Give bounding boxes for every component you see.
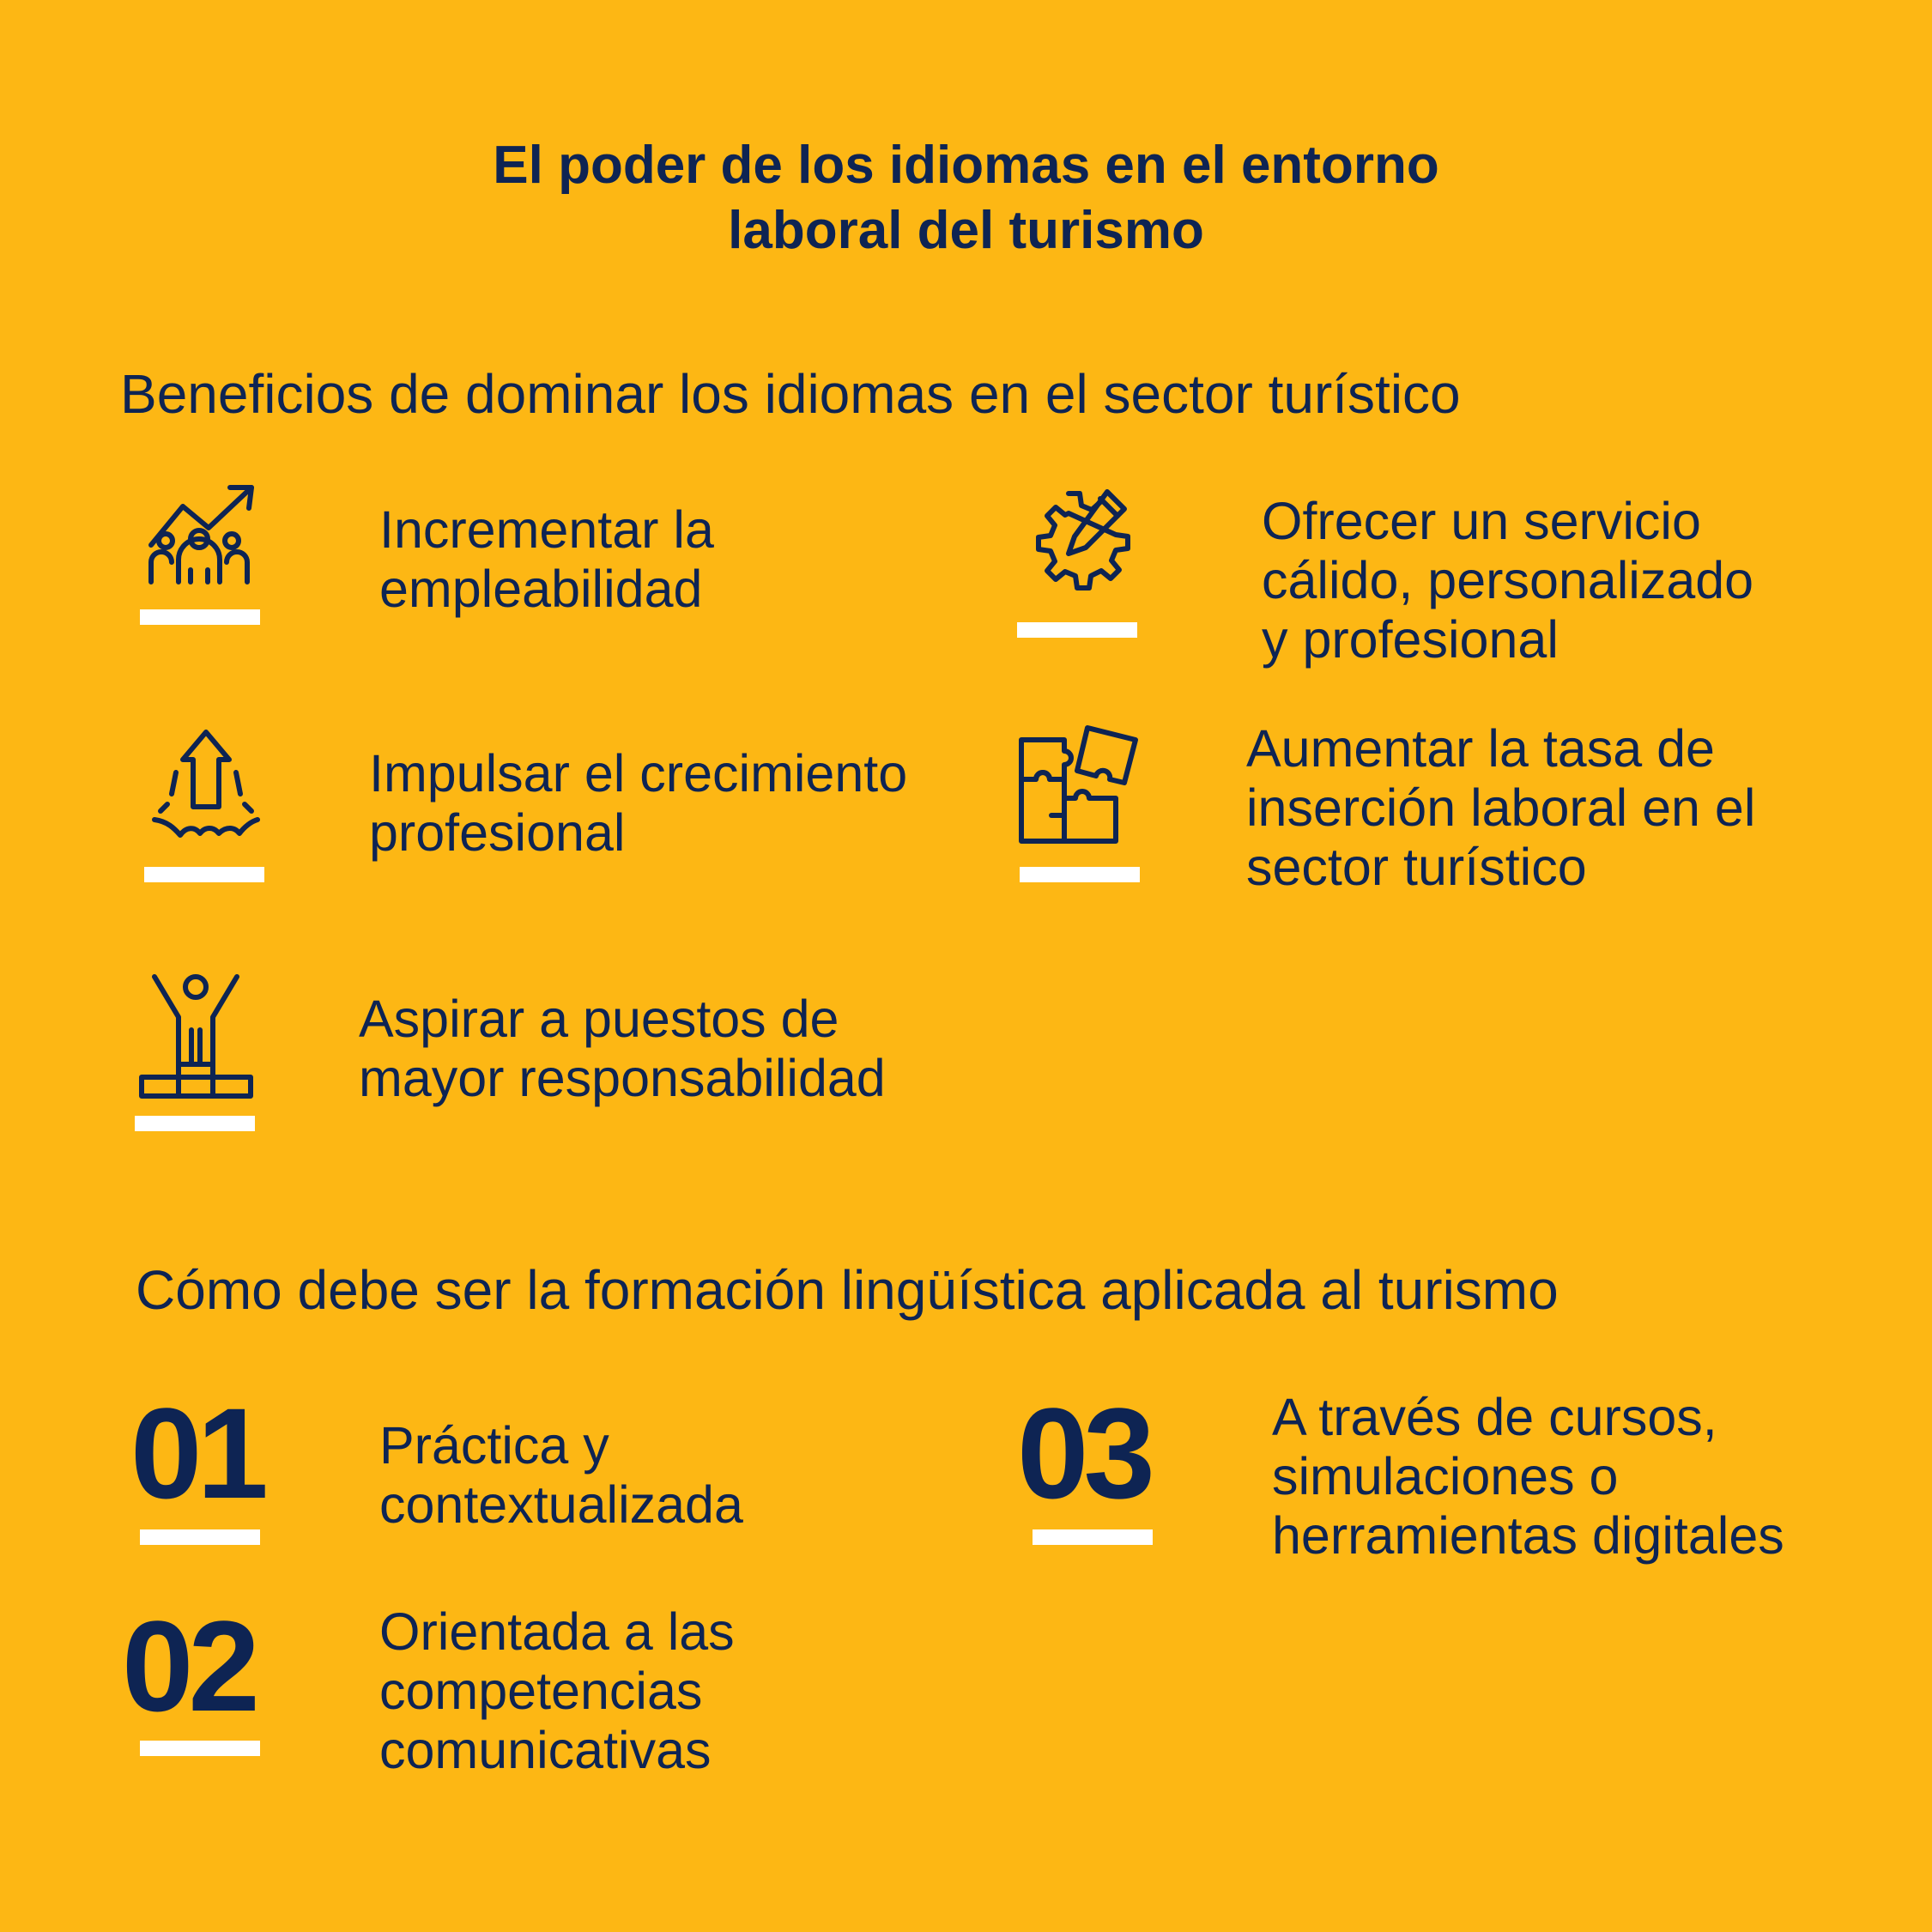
accent-bar bbox=[1033, 1529, 1153, 1545]
page-title bbox=[0, 133, 1932, 263]
accent-bar bbox=[140, 1741, 260, 1756]
podium-winner-icon bbox=[137, 970, 253, 1099]
training-item-courses: A través de cursos, simulaciones o herramientas digitales bbox=[1272, 1388, 1784, 1565]
accent-bar bbox=[135, 1116, 255, 1131]
number-badge: 01 bbox=[130, 1381, 263, 1525]
benefit-item-employability: Incrementar la empleabilidad bbox=[379, 500, 714, 618]
puzzle-icon bbox=[1017, 721, 1142, 845]
accent-bar bbox=[140, 609, 260, 625]
benefits-heading: Beneficios de dominar los idiomas en el sector turístico bbox=[120, 363, 1461, 425]
accent-bar bbox=[140, 1529, 260, 1545]
benefit-item-responsibility: Aspirar a puestos de mayor responsabilidad bbox=[359, 990, 886, 1107]
page-title-line-2: laboral del turismo bbox=[728, 201, 1204, 260]
accent-bar bbox=[1017, 622, 1137, 638]
training-item-practice: Práctica y contextualizada bbox=[379, 1416, 743, 1534]
benefit-item-service: Ofrecer un servicio cálido, personalizado y profesional bbox=[1262, 492, 1754, 669]
benefit-item-growth: Impulsar el crecimiento profesional bbox=[369, 744, 908, 862]
gear-pencil-icon bbox=[1021, 483, 1133, 599]
accent-bar bbox=[1020, 867, 1140, 882]
growth-team-icon bbox=[144, 481, 260, 588]
number-badge: 03 bbox=[1017, 1381, 1150, 1525]
benefit-item-insertion: Aumentar la tasa de inserción laboral en el sector turístico bbox=[1246, 719, 1756, 896]
number-badge: 02 bbox=[122, 1594, 255, 1738]
rocket-arrow-icon bbox=[150, 725, 262, 841]
page-title-line-1: El poder de los idiomas en el entorno bbox=[493, 136, 1439, 195]
training-item-competencies: Orientada a las competencias comunicativas bbox=[379, 1602, 735, 1779]
training-heading: Cómo debe ser la formación lingüística aplicada al turismo bbox=[136, 1259, 1559, 1321]
accent-bar bbox=[144, 867, 264, 882]
